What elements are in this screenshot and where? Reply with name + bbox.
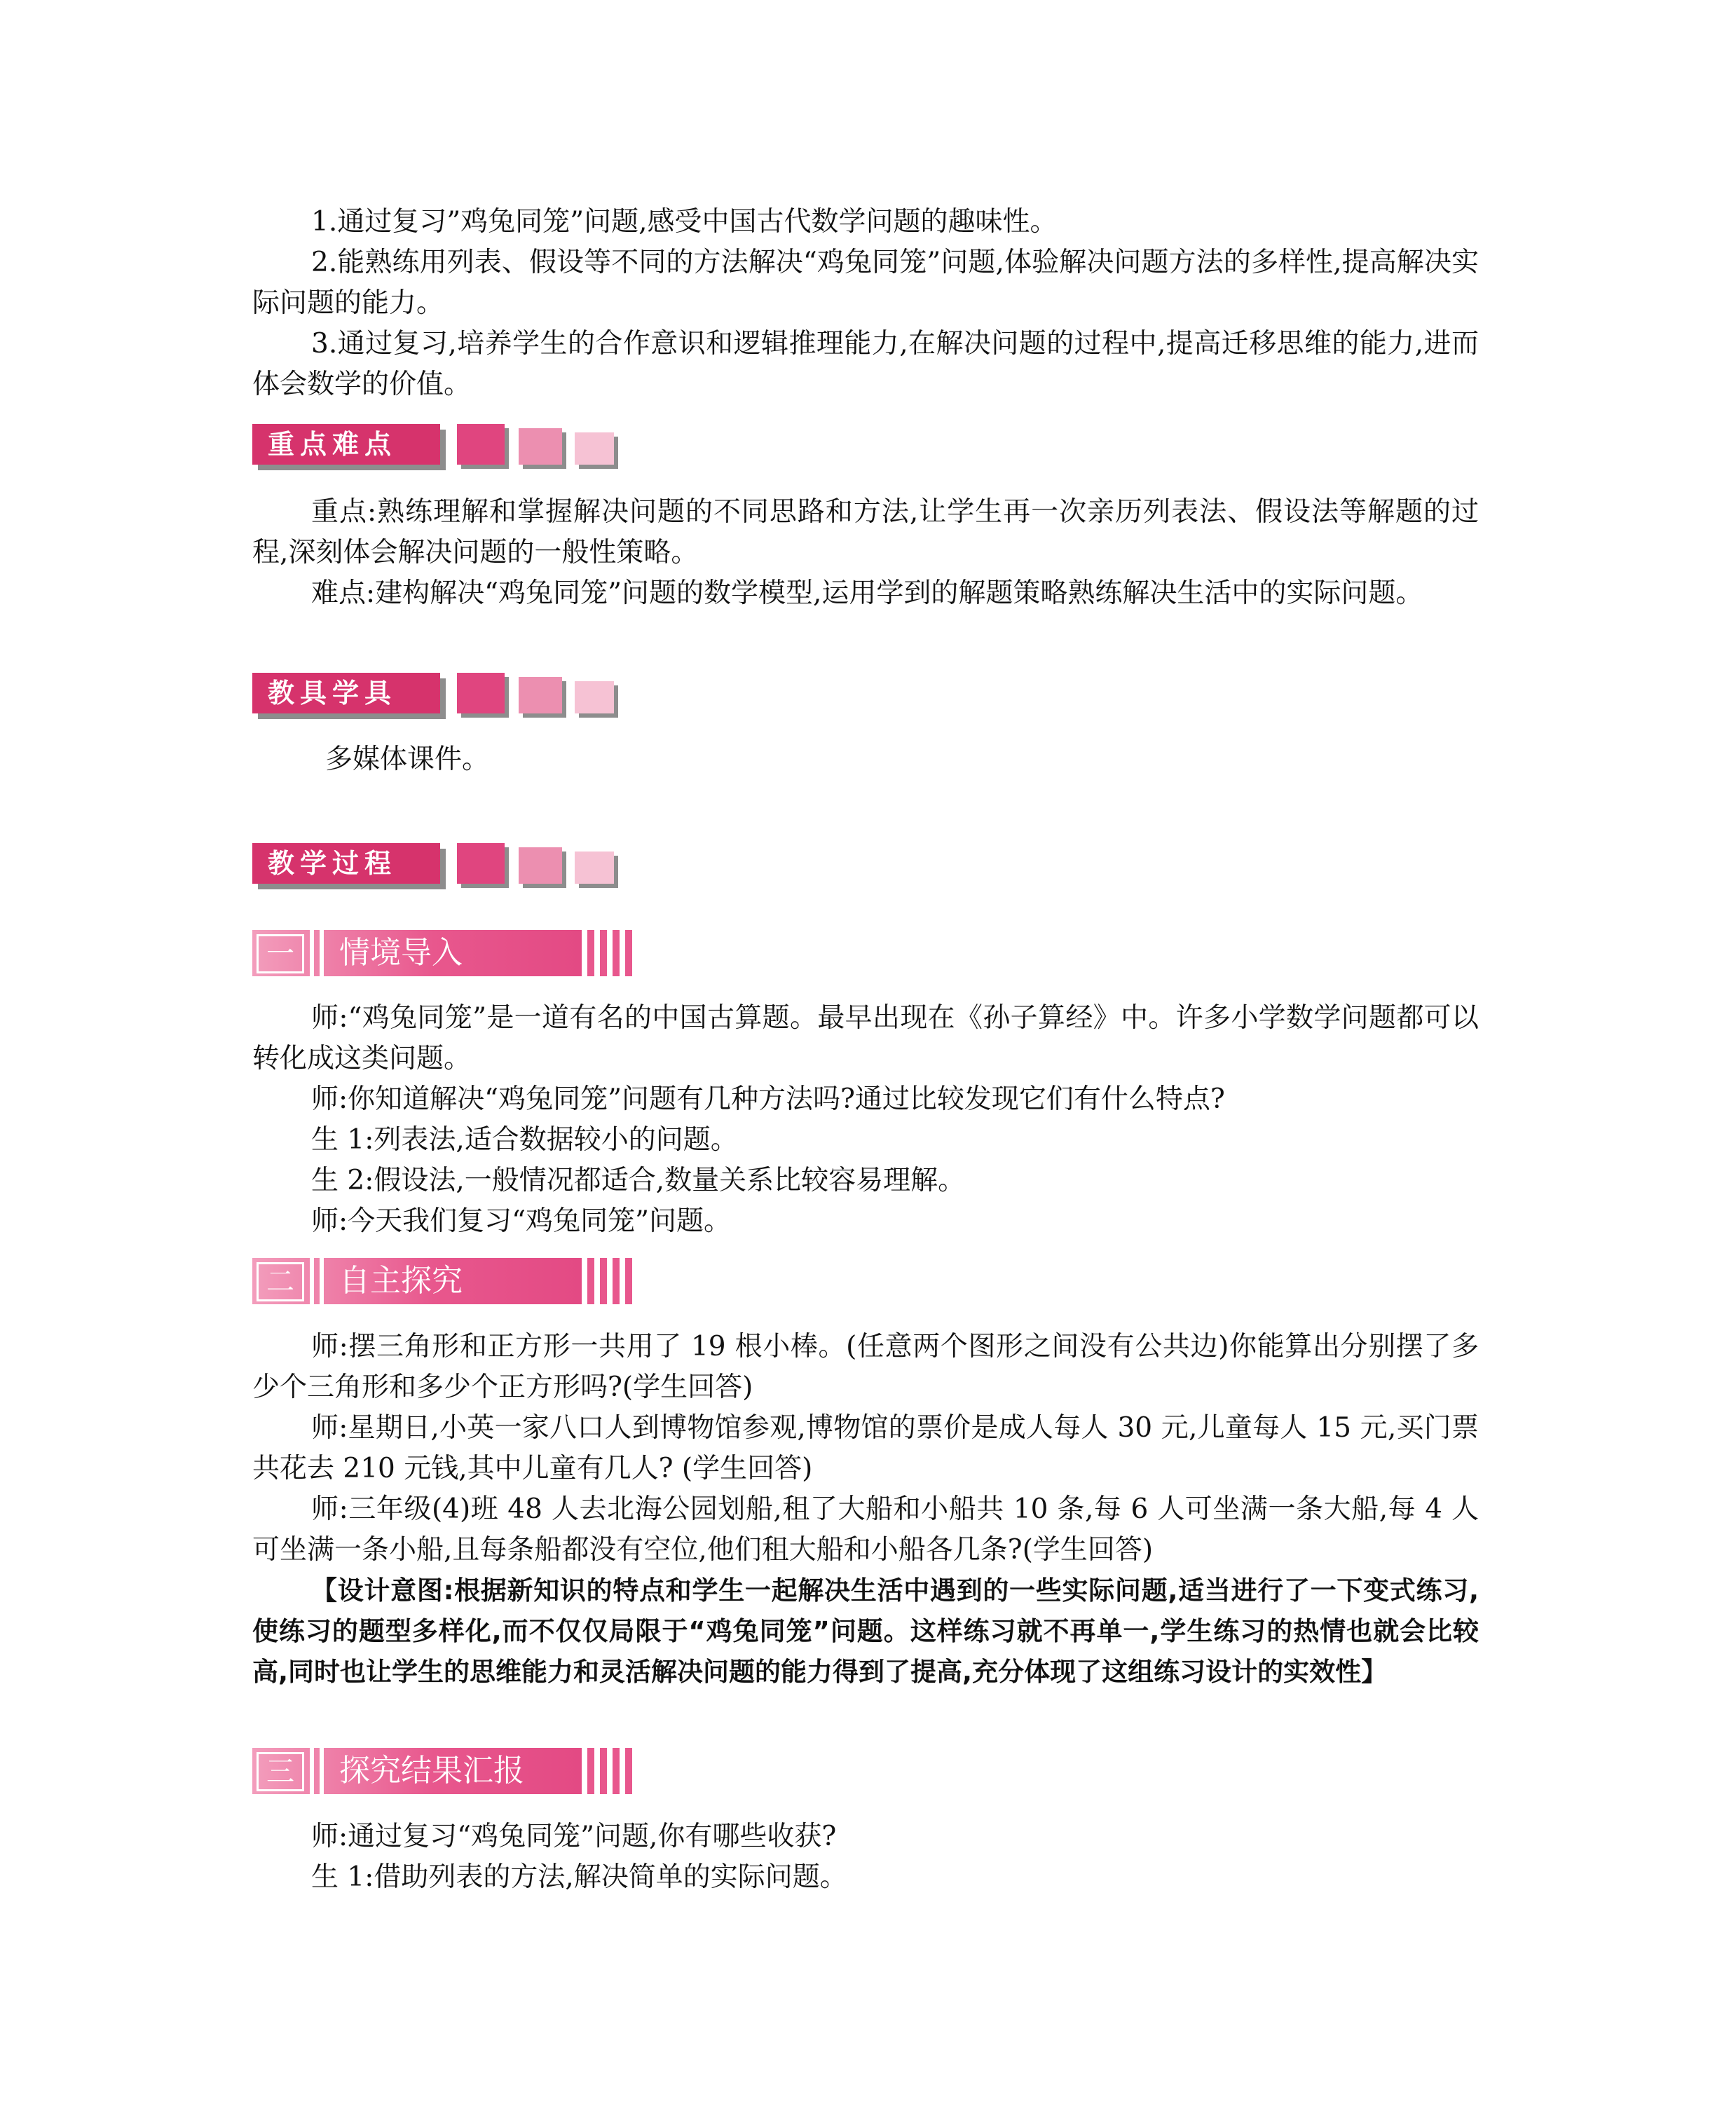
dialogue-line: 师:通过复习“鸡兔同笼”问题,你有哪些收获? [311, 1821, 837, 1852]
key-point-text: 重点:熟练理解和掌握解决问题的不同思路和方法,让学生再一次亲历列表法、假设法等解题的过程,深刻体会解决问题的一般性策略。 [252, 496, 1479, 568]
part-header-2 [252, 1258, 636, 1304]
section-label: 教学过程 [252, 843, 440, 884]
part-number: 二 [257, 1262, 304, 1301]
dialogue-line: 师:你知道解决“鸡兔同笼”问题有几种方法吗?通过比较发现它们有什么特点? [311, 1083, 1225, 1115]
dialogue-line: 师:今天我们复习“鸡兔同笼”问题。 [311, 1205, 732, 1237]
part-number: 一 [257, 934, 304, 973]
dialogue-line: 生 1:借助列表的方法,解决简单的实际问题。 [311, 1861, 847, 1893]
part-number: 三 [257, 1752, 304, 1791]
decor-square [575, 432, 614, 465]
decor-square [519, 847, 562, 884]
dialogue-line: 师:星期日,小英一家八口人到博物馆参观,博物馆的票价是成人每人 30 元,儿童每人 15 元,买门票共花去 210 元钱,其中儿童有几人? (学生回答) [252, 1412, 1479, 1484]
design-intent: 【设计意图:根据新知识的特点和学生一起解决生活中遇到的一些实际问题,适当进行了一下变式练习,使练习的题型多样化,而不仅仅局限于“鸡兔同笼”问题。这样练习就不再单一,学生练习的热情也就会比较高,同时也让学生的思维能力和灵活解决问题的能力得到了提高,充分体现了这组练习设计的实效性】 [252, 1575, 1479, 1687]
dialogue-line: 生 1:列表法,适合数据较小的问题。 [311, 1124, 738, 1156]
tools-text: 多媒体课件。 [325, 744, 490, 775]
difficulty-text: 难点:建构解决“鸡兔同笼”问题的数学模型,运用学到的解题策略熟练解决生活中的实际问题。 [311, 577, 1423, 609]
part-title: 自主探究 [339, 1263, 463, 1299]
decor-square [575, 852, 614, 884]
decor-square [519, 428, 562, 465]
decor-square [457, 673, 505, 713]
decor-square [575, 681, 614, 713]
decor-square [457, 843, 505, 884]
decor-square [457, 424, 505, 465]
dialogue-line: 生 2:假设法,一般情况都适合,数量关系比较容易理解。 [311, 1165, 966, 1196]
section-label: 重点难点 [252, 424, 440, 465]
decor-square [519, 677, 562, 713]
objective-1: 1.通过复习”鸡兔同笼”问题,感受中国古代数学问题的趣味性。 [311, 206, 1058, 238]
objective-2: 2.能熟练用列表、假设等不同的方法解决“鸡兔同笼”问题,体验解决问题方法的多样性,提高解决实际问题的能力。 [252, 247, 1479, 319]
section-label: 教具学具 [252, 673, 440, 713]
part-header-3 [252, 1748, 636, 1794]
objective-3: 3.通过复习,培养学生的合作意识和逻辑推理能力,在解决问题的过程中,提高迁移思维的能力,进而体会数学的价值。 [252, 328, 1479, 400]
dialogue-line: 师:摆三角形和正方形一共用了 19 根小棒。(任意两个图形之间没有公共边)你能算出分别摆了多少个三角形和多少个正方形吗?(学生回答) [252, 1331, 1479, 1403]
part-title: 探究结果汇报 [339, 1753, 524, 1789]
part-title: 情境导入 [339, 935, 463, 971]
dialogue-line: 师:“鸡兔同笼”是一道有名的中国古算题。最早出现在《孙子算经》中。许多小学数学问题都可以转化成这类问题。 [252, 1002, 1479, 1074]
dialogue-line: 师:三年级(4)班 48 人去北海公园划船,租了大船和小船共 10 条,每 6 人可坐满一条大船,每 4 人可坐满一条小船,且每条船都没有空位,他们租大船和小船各几条?(学生回答) [252, 1493, 1479, 1566]
part-header-1 [252, 930, 636, 976]
